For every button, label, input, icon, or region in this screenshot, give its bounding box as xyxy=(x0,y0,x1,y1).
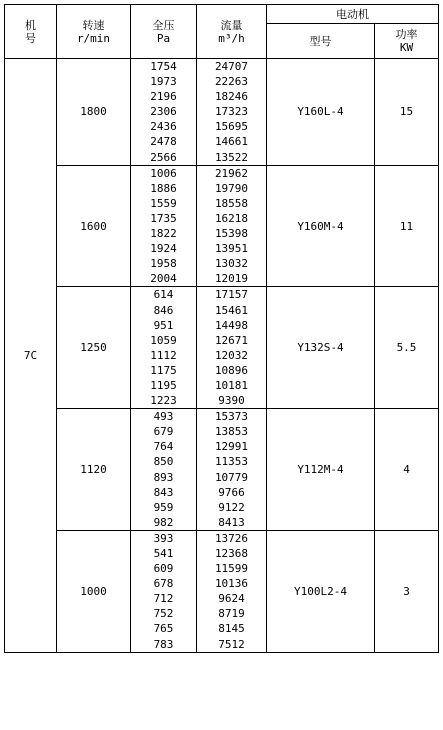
pressure-value: 393 xyxy=(153,531,174,545)
flow-value: 10136 xyxy=(214,577,249,591)
pressure-value: 1822 xyxy=(150,227,177,241)
speed-cell: 1250 xyxy=(57,287,131,409)
flow-values-cell xyxy=(197,59,267,166)
flow-values-cell xyxy=(197,530,267,652)
machine-no-header-line2: 号 xyxy=(25,31,36,45)
header-row-1 xyxy=(5,5,439,24)
table-body xyxy=(5,59,439,653)
pressure-values-cell xyxy=(131,165,197,287)
flow-value: 12991 xyxy=(214,440,249,454)
power-header xyxy=(375,24,439,59)
flow-value: 8413 xyxy=(218,515,245,529)
power-header-unit: KW xyxy=(399,41,414,54)
motor-header: 电动机 xyxy=(267,5,439,24)
flow-values-cell xyxy=(197,287,267,409)
motor-power-cell: 11 xyxy=(375,165,439,287)
flow-value: 9122 xyxy=(218,500,245,514)
motor-model-cell: Y160L-4 xyxy=(267,59,375,166)
pressure-value: 783 xyxy=(153,637,174,651)
speed-cell: 1120 xyxy=(57,409,131,531)
flow-value: 13853 xyxy=(214,425,249,439)
pressure-value: 541 xyxy=(153,547,174,560)
motor-model-cell: Y132S-4 xyxy=(267,287,375,409)
table-row xyxy=(5,59,439,166)
fan-performance-table xyxy=(4,4,439,653)
pressure-value: 1223 xyxy=(150,394,177,408)
pressure-value: 1175 xyxy=(150,363,177,377)
motor-power-cell: 3 xyxy=(375,530,439,652)
pressure-value: 679 xyxy=(153,425,174,439)
speed-cell: 1800 xyxy=(57,59,131,166)
table-row xyxy=(5,165,439,287)
pressure-value: 1195 xyxy=(150,378,177,392)
machine-no-header xyxy=(5,5,57,59)
motor-model-cell: Y112M-4 xyxy=(267,409,375,531)
pressure-value: 678 xyxy=(153,577,174,591)
pressure-values-cell xyxy=(131,409,197,531)
flow-value: 11599 xyxy=(214,562,249,576)
flow-value: 12671 xyxy=(214,333,249,347)
speed-cell: 1600 xyxy=(57,165,131,287)
pressure-value: 1958 xyxy=(150,257,177,271)
table-row xyxy=(5,530,439,652)
pressure-value: 614 xyxy=(153,288,174,302)
pressure-value: 2478 xyxy=(150,135,177,149)
flow-header-label: 流量 xyxy=(220,18,243,32)
pressure-value: 959 xyxy=(153,500,174,514)
flow-value: 12019 xyxy=(214,272,249,286)
pressure-header xyxy=(131,5,197,59)
pressure-value: 2566 xyxy=(150,150,177,164)
pressure-value: 1559 xyxy=(150,196,177,210)
flow-value: 15398 xyxy=(214,227,249,241)
flow-value: 7512 xyxy=(218,637,245,651)
pressure-value: 846 xyxy=(153,303,174,317)
flow-value: 15695 xyxy=(214,120,249,134)
model-header: 型号 xyxy=(267,24,375,59)
fan-performance-table-container xyxy=(4,4,439,653)
pressure-values-cell xyxy=(131,530,197,652)
pressure-values-cell xyxy=(131,287,197,409)
speed-cell: 1000 xyxy=(57,530,131,652)
pressure-value: 850 xyxy=(153,455,174,469)
pressure-value: 1924 xyxy=(150,242,177,256)
motor-model-cell: Y160M-4 xyxy=(267,165,375,287)
flow-value: 13726 xyxy=(214,531,249,545)
flow-header-unit: m³/h xyxy=(218,31,245,45)
table-row xyxy=(5,287,439,409)
flow-value: 17157 xyxy=(214,288,249,302)
flow-value: 12368 xyxy=(214,547,249,560)
flow-header xyxy=(197,5,267,59)
machine-no-cell: 7C xyxy=(5,59,57,653)
flow-value: 14661 xyxy=(214,135,249,149)
pressure-header-unit: Pa xyxy=(156,31,171,45)
flow-value: 10896 xyxy=(214,363,249,377)
flow-values-cell xyxy=(197,165,267,287)
pressure-value: 893 xyxy=(153,470,174,484)
pressure-value: 1059 xyxy=(150,333,177,347)
flow-value: 21962 xyxy=(214,166,249,180)
pressure-value: 1735 xyxy=(150,211,177,225)
pressure-value: 1754 xyxy=(150,60,177,73)
pressure-value: 712 xyxy=(153,592,174,606)
flow-value: 22263 xyxy=(214,75,249,89)
flow-value: 9624 xyxy=(218,592,245,606)
pressure-value: 493 xyxy=(153,410,174,424)
pressure-value: 951 xyxy=(153,318,174,332)
pressure-value: 982 xyxy=(153,515,174,529)
flow-value: 15461 xyxy=(214,303,249,317)
flow-value: 13032 xyxy=(214,257,249,271)
flow-value: 11353 xyxy=(214,455,249,469)
flow-value: 18558 xyxy=(214,196,249,210)
pressure-value: 2196 xyxy=(150,90,177,104)
flow-value: 10779 xyxy=(214,470,249,484)
pressure-value: 765 xyxy=(153,622,174,636)
flow-value: 8719 xyxy=(218,607,245,621)
speed-header-unit: r/min xyxy=(76,31,111,45)
flow-value: 19790 xyxy=(214,181,249,195)
pressure-value: 609 xyxy=(153,562,174,576)
motor-power-cell: 15 xyxy=(375,59,439,166)
speed-header-label: 转速 xyxy=(82,18,105,32)
motor-model-cell: Y100L2-4 xyxy=(267,530,375,652)
table-row xyxy=(5,409,439,531)
flow-value: 10181 xyxy=(214,378,249,392)
machine-no-header-line1: 机 xyxy=(25,18,36,32)
pressure-value: 2004 xyxy=(150,272,177,286)
power-header-label: 功率 xyxy=(395,28,418,41)
flow-value: 13522 xyxy=(214,150,249,164)
flow-value: 16218 xyxy=(214,211,249,225)
pressure-value: 1886 xyxy=(150,181,177,195)
pressure-values-cell xyxy=(131,59,197,166)
flow-value: 12032 xyxy=(214,348,249,362)
pressure-value: 1973 xyxy=(150,75,177,89)
motor-power-cell: 4 xyxy=(375,409,439,531)
pressure-value: 843 xyxy=(153,485,174,499)
flow-values-cell xyxy=(197,409,267,531)
pressure-value: 2306 xyxy=(150,105,177,119)
flow-value: 24707 xyxy=(214,60,249,73)
flow-value: 9766 xyxy=(218,485,245,499)
motor-power-cell: 5.5 xyxy=(375,287,439,409)
pressure-value: 752 xyxy=(153,607,174,621)
flow-value: 13951 xyxy=(214,242,249,256)
flow-value: 15373 xyxy=(214,410,249,424)
flow-value: 17323 xyxy=(214,105,249,119)
pressure-value: 1112 xyxy=(150,348,177,362)
pressure-value: 1006 xyxy=(150,166,177,180)
flow-value: 18246 xyxy=(214,90,249,104)
pressure-header-label: 全压 xyxy=(152,18,175,32)
flow-value: 8145 xyxy=(218,622,245,636)
pressure-value: 764 xyxy=(153,440,174,454)
speed-header xyxy=(57,5,131,59)
flow-value: 14498 xyxy=(214,318,249,332)
pressure-value: 2436 xyxy=(150,120,177,134)
flow-value: 9390 xyxy=(218,394,245,408)
